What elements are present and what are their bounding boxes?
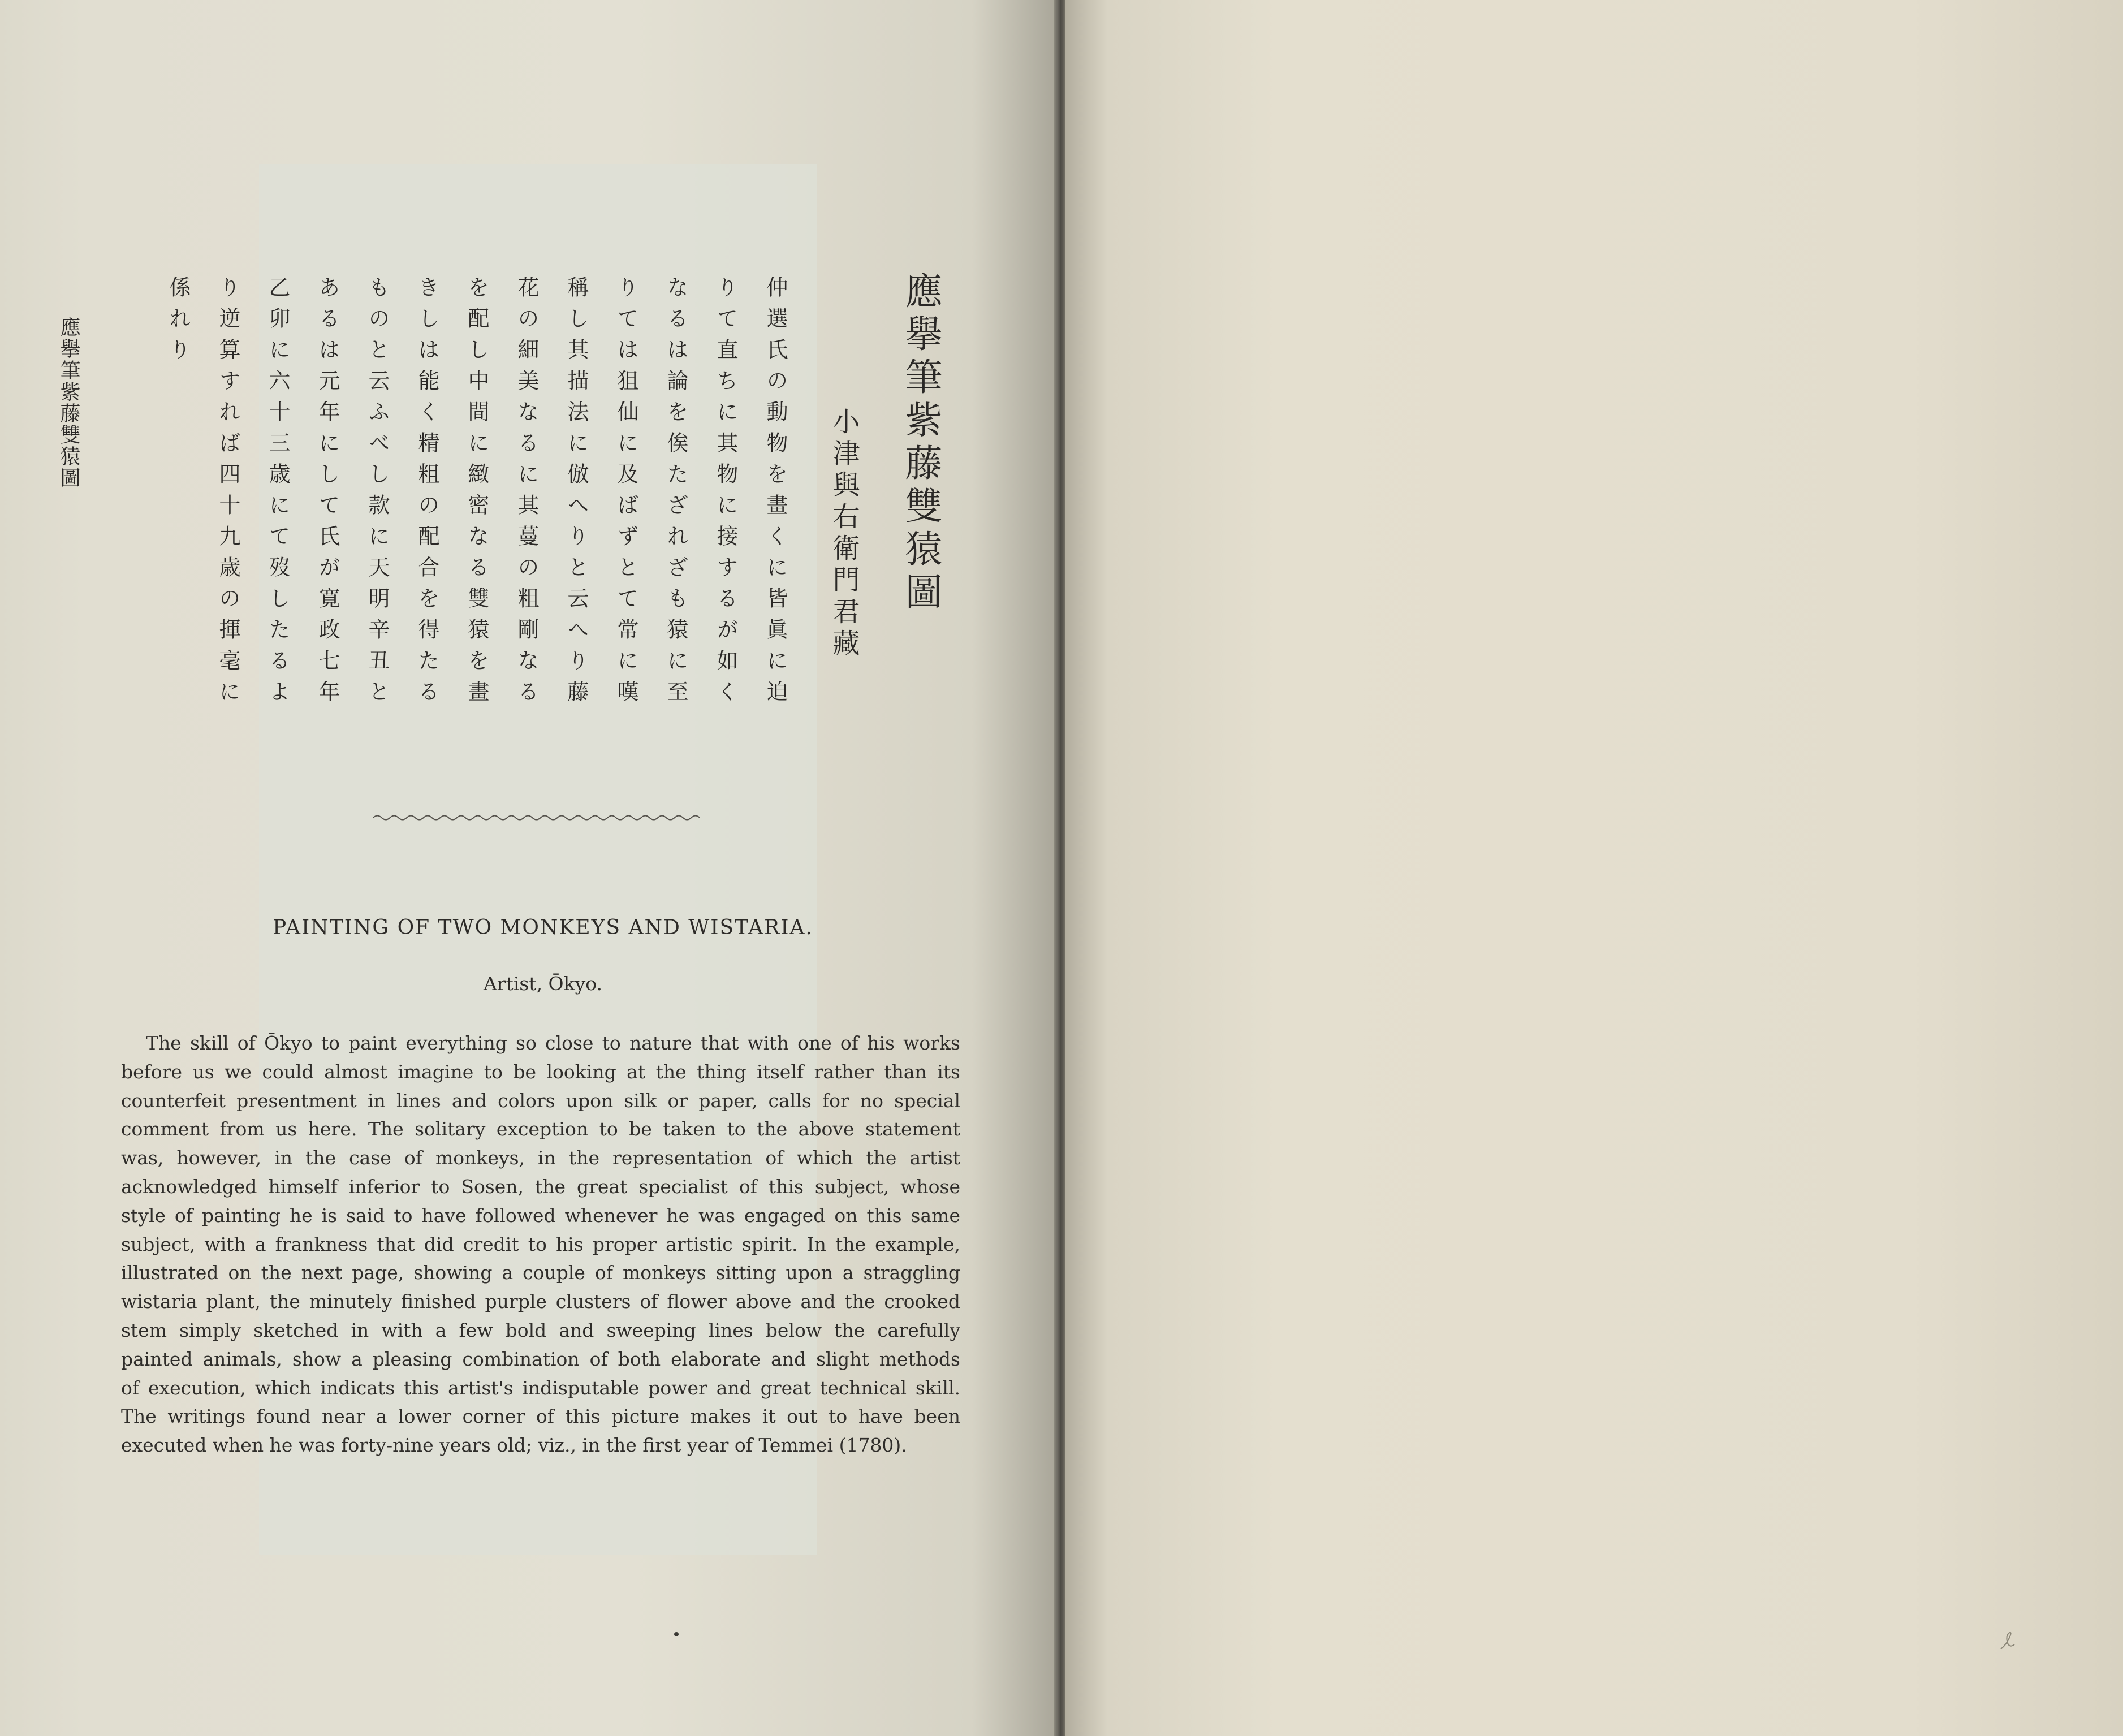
japanese-text-column: 仲選氏の動物を畫くに皆眞に迫 (763, 276, 788, 711)
japanese-title: 應擧筆紫藤雙猿圖 (899, 271, 942, 615)
japanese-text-column: 花の細美なるに其蔓の粗剛なる (514, 276, 539, 711)
body-line: The writings found near a lower corner of this picture makes it out to have been (121, 1405, 960, 1428)
body-line: was, however, in the case of monkeys, in the representation of which the artist (121, 1147, 960, 1169)
japanese-text-column: を配し中間に緻密なる雙猿を畫 (464, 276, 489, 711)
japanese-owner-line: 小津與右衛門君藏 (828, 407, 860, 660)
body-line: illustrated on the next page, showing a couple of monkeys sitting upon a straggling (121, 1262, 960, 1284)
running-head: 應擧筆紫藤雙猿圖 (57, 317, 80, 489)
japanese-text-column: りて直ちに其物に接するが如く (713, 276, 738, 711)
body-line: style of painting he is said to have followed whenever he was engaged on this same (121, 1204, 960, 1227)
japanese-text-column: 稱し其描法に倣へりと云へり藤 (564, 276, 589, 711)
japanese-text-column: りては狙仙に及ばずとて常に嘆 (614, 276, 638, 711)
body-line: stem simply sketched in with a few bold and sweeping lines below the carefully (121, 1319, 960, 1341)
artist-credit: Artist, Ōkyo. (483, 973, 603, 995)
japanese-text-column: あるは元年にして氏が寛政七年 (315, 276, 340, 711)
japanese-text-column: ものと云ふべし款に天明辛丑と (365, 276, 390, 711)
body-line: painted animals, show a pleasing combination of both elaborate and slight methods (121, 1348, 960, 1370)
left-page (0, 0, 1056, 1736)
right-page-blank (1065, 0, 2123, 1736)
body-line: acknowledged himself inferior to Sosen, the great specialist of this subject, whose (121, 1175, 960, 1198)
body-line: subject, with a frankness that did credit to his proper artistic spirit. In the example, (121, 1233, 960, 1255)
body-line: wistaria plant, the minutely finished purple clusters of flower above and the crooked (121, 1290, 960, 1313)
body-line: comment from us here. The solitary exception to be taken to the above statement (121, 1118, 960, 1141)
japanese-text-column: り逆算すれば四十九歳の揮毫に (215, 276, 240, 711)
japanese-text-column: 係れり (166, 276, 191, 369)
body-line: The skill of Ōkyo to paint everything so close to nature that with one of his works (146, 1032, 960, 1054)
wavy-divider (373, 813, 707, 822)
english-body-paragraph (121, 1029, 960, 1460)
japanese-text-column: 乙卯に六十三歳にて歿したるよ (265, 276, 290, 711)
japanese-text-column: きしは能く精粗の配合を得たる (415, 276, 439, 711)
body-line: of execution, which indicats this artist's indisputable power and great technical skill. (121, 1376, 960, 1399)
paper-speck (674, 1632, 679, 1636)
english-title: PAINTING OF TWO MONKEYS AND WISTARIA. (273, 916, 813, 939)
body-line: before us we could almost imagine to be looking at the thing itself rather than its (121, 1060, 960, 1083)
body-line: executed when he was forty-nine years old; viz., in the first year of Temmei (1780). (121, 1434, 907, 1457)
pencil-mark (1996, 1621, 2025, 1655)
japanese-text-column: なるは論を俟たざれざも猿に至 (663, 276, 688, 711)
body-line: counterfeit presentment in lines and colors upon silk or paper, calls for no special (121, 1089, 960, 1112)
